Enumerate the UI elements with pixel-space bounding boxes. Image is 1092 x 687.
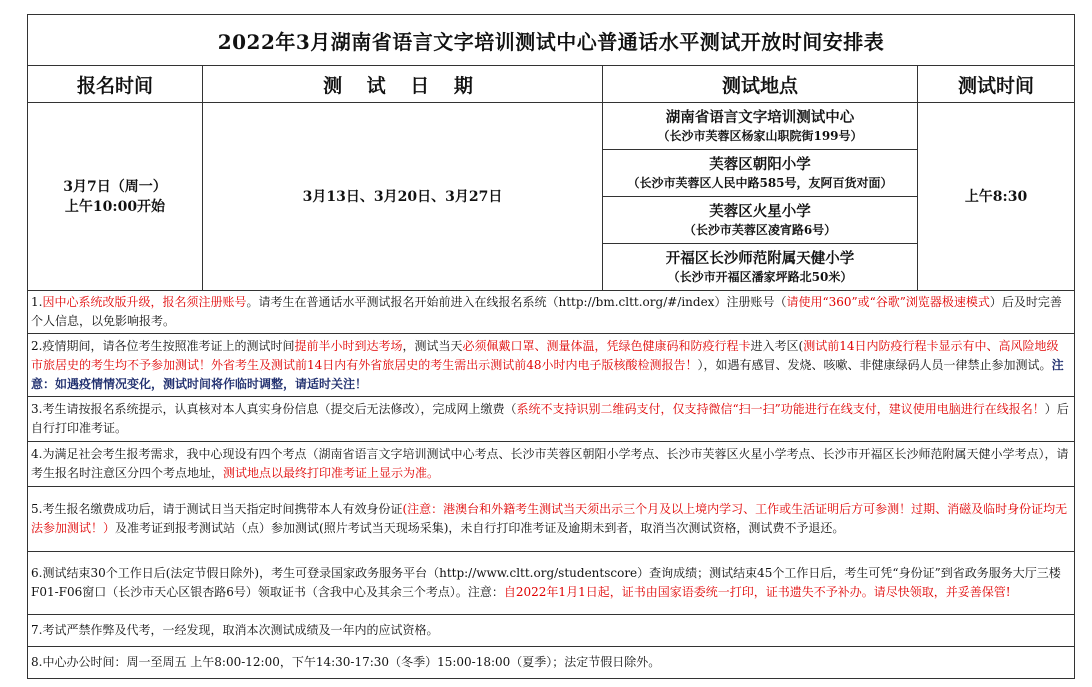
header-test-location: 测试地点: [603, 66, 918, 103]
schedule-sheet: [27, 14, 1074, 679]
test-dates-cell: 3月13日、3月20日、3月27日: [203, 103, 603, 291]
page-title: 2022年3月湖南省语言文字培训测试中心普通话水平测试开放时间安排表: [28, 15, 1075, 66]
registration-start: 上午10:00开始: [64, 198, 166, 215]
note-text: 4.为满足社会考生报考需求，我中心现设有四个考点（湖南省语言文字培训测试中心考点、长沙市芙蓉区朝阳小学考点、长沙市芙蓉区火星小学考点、长沙市开福区长沙师范附属天健小学考点），请考生报名时注意区分四个考点地址，: [31, 447, 1069, 480]
note-text: 进入考区(: [750, 338, 804, 353]
note-text: 8.中心办公时间：周一至周五 上午8:00-12:00，下午14:30-17:30（冬季）15:00-18:00（夏季）；法定节假日除外。: [31, 655, 661, 669]
note-highlight: 测试前14日内防疫行程卡显示有中、高风险地级市旅居史的考生均不予参加测试！外省考生及测试前14日内有外省旅居史的考生需出示测试前48小时内电子版核酸检测报告！: [31, 338, 1059, 372]
location-2: [603, 150, 918, 197]
location-4: [603, 244, 918, 291]
note-text: ）后自行打印准考证。: [31, 402, 1069, 435]
note-text: 6.测试结束30个工作日后(法定节假日除外)，考生可登录国家政务服务平台（http://www.cltt.org/studentscore）查询成绩；测试结束45个工作日后，考生可凭“身份证”到省政务服务大厅三楼F01-F06窗口（长沙市天心区银杏路6号）领取证书（含我中心及其余三个考点）。注意：: [31, 566, 1061, 599]
location-address: （长沙市开福区潘家坪路北50米）: [667, 269, 853, 284]
location-name: 芙蓉区朝阳小学: [709, 155, 811, 173]
note-text: ）后及时完善个人信息，以免影响报考。: [31, 295, 1062, 328]
location-3: [603, 197, 918, 244]
test-time-cell: 上午8:30: [918, 103, 1075, 291]
note-text: ），如遇有感冒、发烧、咳嗽、非健康绿码人员一律禁止参加测试。: [697, 357, 1052, 372]
note-text: 5.考生报名缴费成功后，请于测试日当天指定时间携带本人有效身份证: [31, 502, 403, 516]
location-name: 湖南省语言文字培训测试中心: [665, 108, 855, 126]
note-4: [28, 442, 1075, 487]
note-7: [28, 615, 1075, 647]
note-8: [28, 647, 1075, 679]
location-name: 开福区长沙师范附属天健小学: [665, 249, 855, 267]
note-emphasis: 注意：如遇疫情情况变化，测试时间将作临时调整，请适时关注！: [31, 357, 1064, 391]
note-2: [28, 334, 1075, 397]
schedule-table: [27, 14, 1075, 679]
note-highlight: 必须佩戴口罩、测量体温，凭绿色健康码和防疫行程卡: [462, 338, 751, 353]
location-name: 芙蓉区火星小学: [709, 202, 811, 220]
header-test-date: 测 试 日 期: [203, 66, 603, 103]
note-text: ，测试当天: [402, 338, 463, 353]
note-highlight: 提前半小时到达考场: [294, 338, 403, 353]
note-text: 及准考证到报考测试站（点）参加测试(照片考试当天现场采集)，未自行打印准考证及逾期未到者，取消当次测试资格，测试费不予退还。: [115, 521, 845, 535]
header-row: [28, 66, 1075, 103]
note-highlight: 请使用“360”或“谷歌”浏览器极速模式: [786, 295, 990, 309]
note-highlight: 系统不支持识别二维码支付，仅支持微信“扫一扫”功能进行在线支付，建议使用电脑进行在线报名！: [516, 402, 1045, 416]
location-address: （长沙市芙蓉区人民中路585号，友阿百货对面）: [627, 175, 893, 190]
note-1: [28, 291, 1075, 334]
header-test-time: 测试时间: [918, 66, 1075, 103]
note-highlight: 自2022年1月1日起，证书由国家语委统一打印，证书遗失不予补办。请尽快领取，并妥善保管!: [503, 585, 1011, 599]
note-text: 3.考生请按报名系统提示，认真核对本人真实身份信息（提交后无法修改），完成网上缴费（: [31, 402, 517, 416]
note-text: 2.疫情期间，请各位考生按照准考证上的测试时间: [31, 338, 295, 353]
note-text: 。请考生在普通话水平测试报名开始前进入在线报名系统（http://bm.cltt.org/#/index）注册账号（: [246, 295, 787, 309]
note-5: [28, 487, 1075, 552]
note-highlight: 测试地点以最终打印准考证上显示为准。: [223, 466, 440, 480]
location-address: （长沙市芙蓉区凌宵路6号）: [683, 222, 837, 237]
registration-date: 3月7日（周一）: [63, 178, 167, 195]
note-text: 1.: [31, 295, 43, 309]
location-address: （长沙市芙蓉区杨家山职院街199号）: [657, 128, 863, 143]
registration-time-cell: [28, 103, 203, 291]
note-3: [28, 397, 1075, 442]
note-highlight: (注意：港澳台和外籍考生测试当天须出示三个月及以上境内学习、工作或生活证明后方可参测！过期、消磁及临时身份证均无法参加测试！）: [31, 502, 1068, 535]
note-6: [28, 552, 1075, 615]
note-text: 7.考试严禁作弊及代考，一经发现，取消本次测试成绩及一年内的应试资格。: [31, 623, 439, 637]
location-1: [603, 103, 918, 150]
note-highlight: 因中心系统改版升级，报名须注册账号: [42, 295, 247, 309]
header-registration-time: 报名时间: [28, 66, 203, 103]
